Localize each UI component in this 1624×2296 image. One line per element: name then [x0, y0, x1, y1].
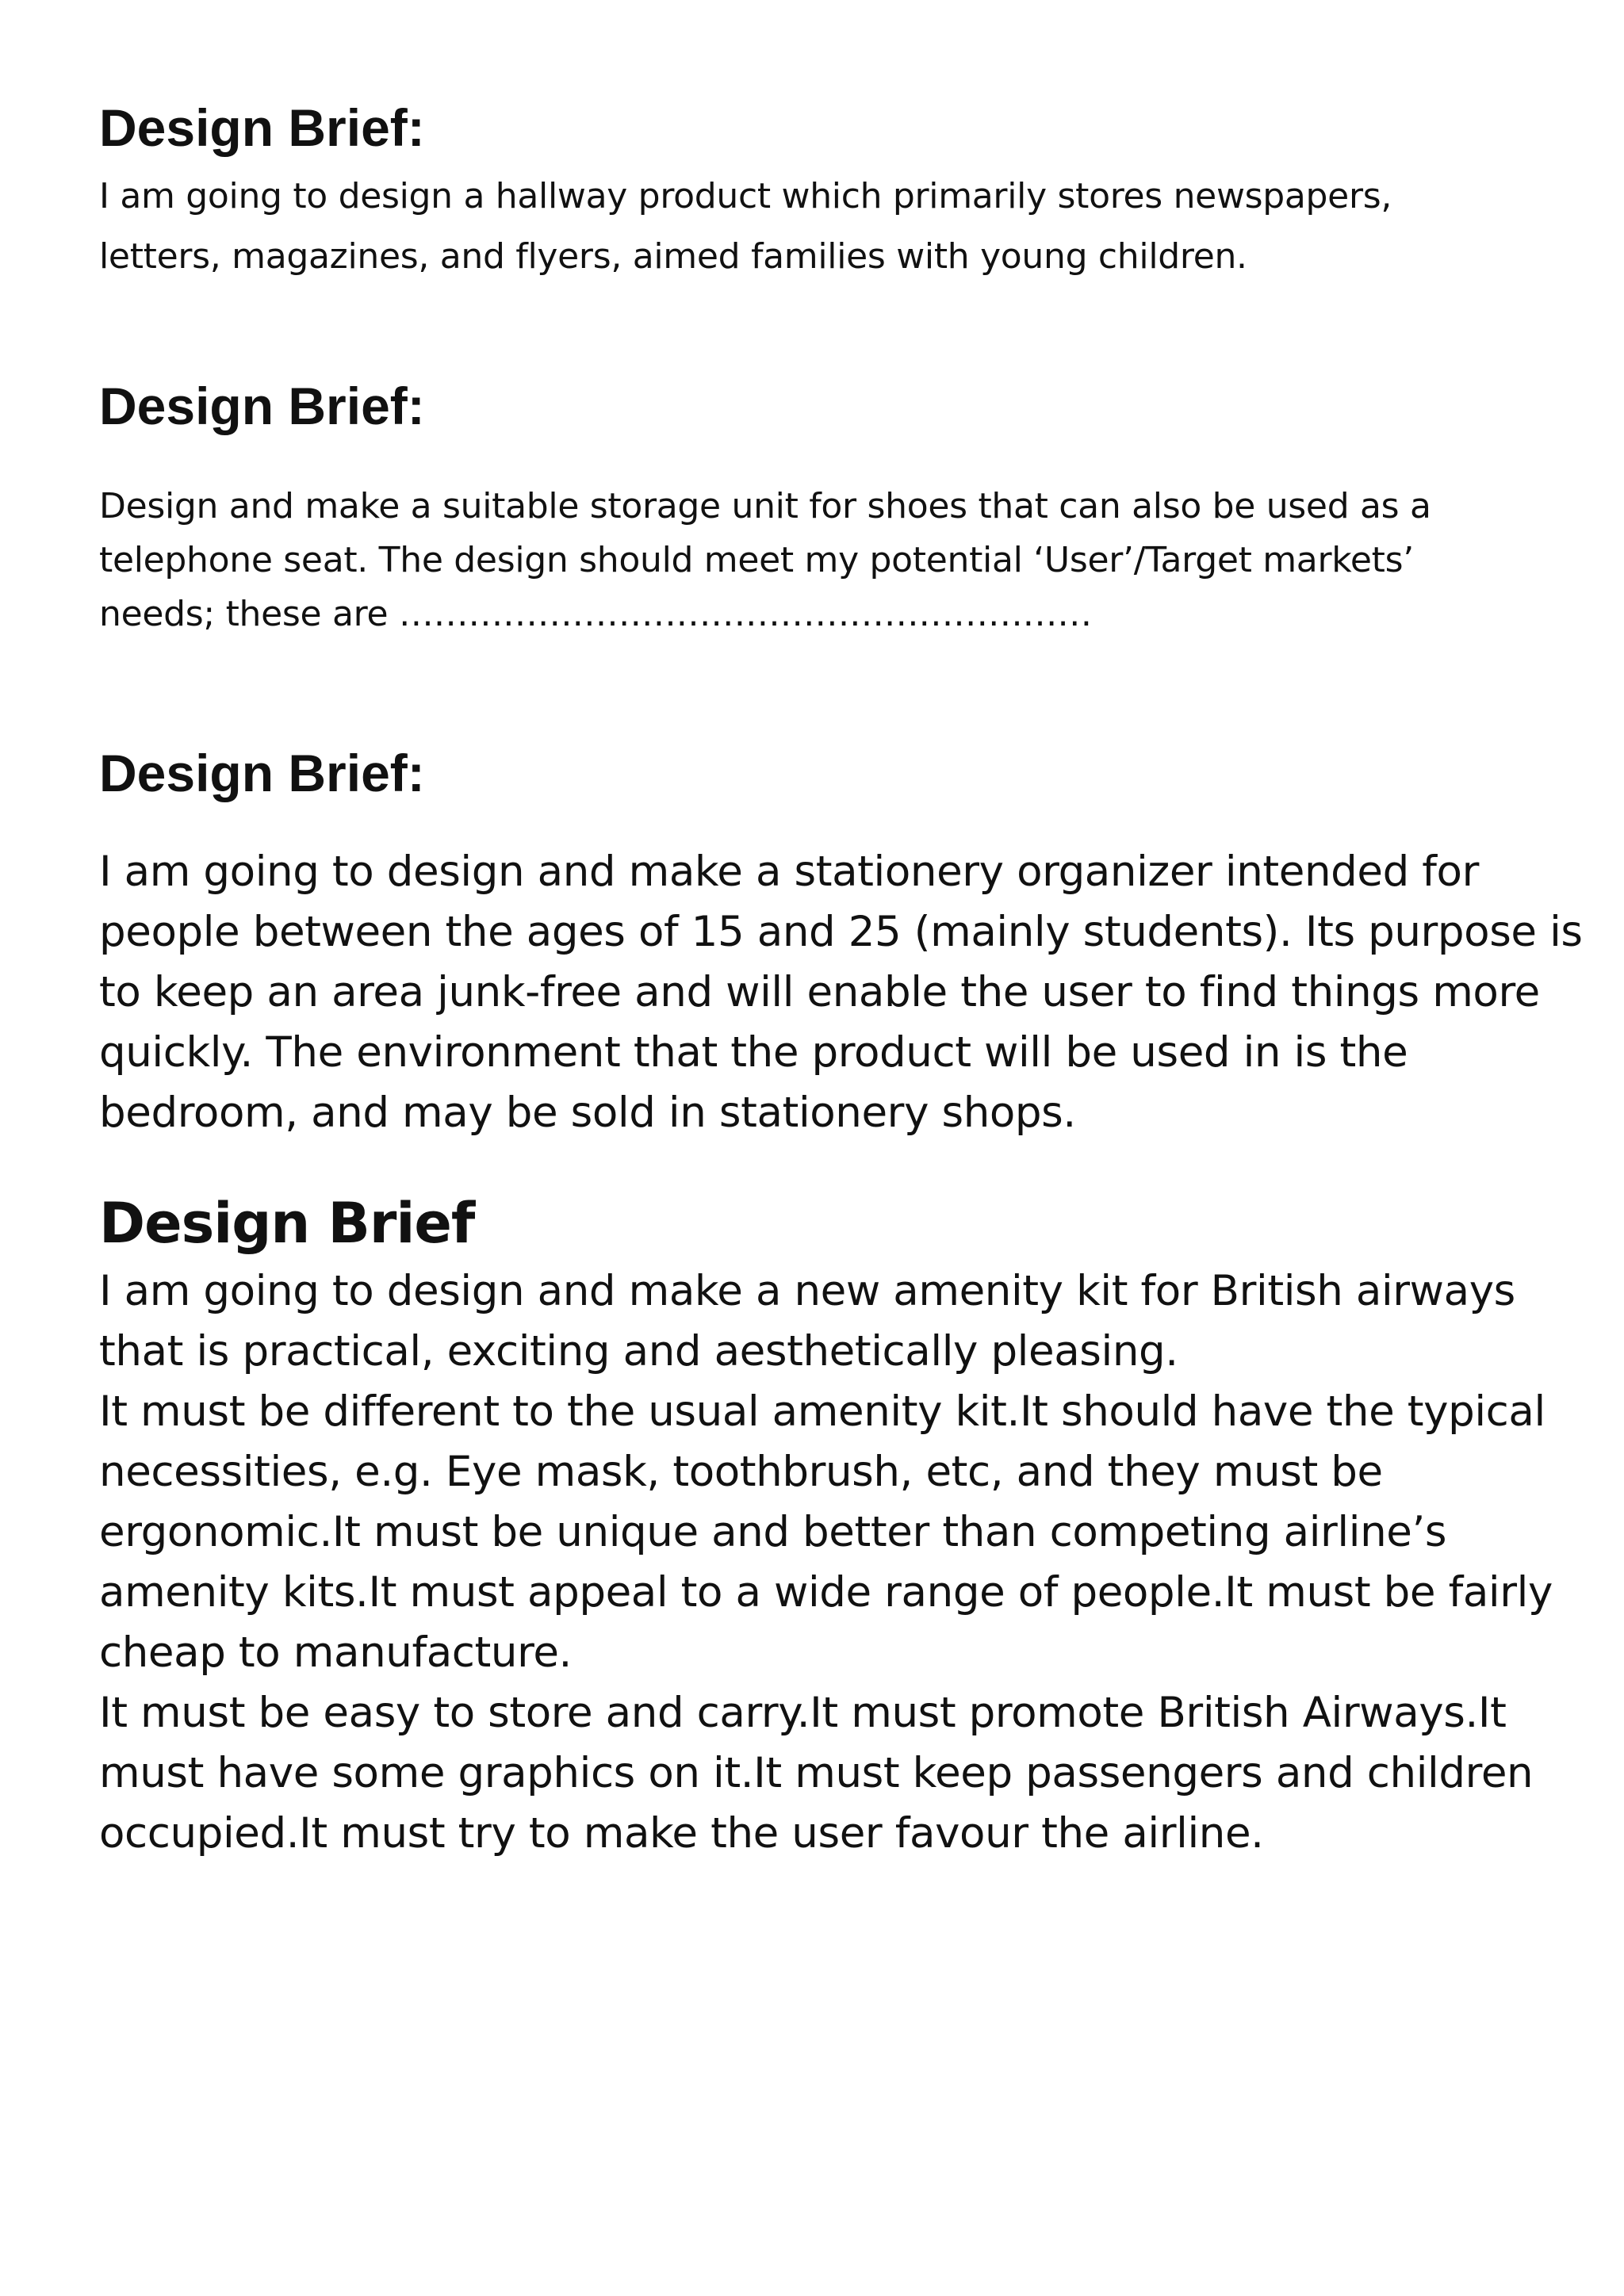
brief-2-heading: Design Brief: — [99, 377, 425, 435]
brief-1-text — [99, 166, 1574, 287]
brief-4-heading: Design Brief — [99, 1191, 475, 1256]
brief-4-line: occupied.It must try to make the user favour the airline. — [99, 1809, 1264, 1858]
brief-4-line: amenity kits.It must appeal to a wide range of people.It must be fairly — [99, 1568, 1553, 1617]
brief-2-line: needs; these are …………………………………………………… — [99, 594, 1092, 634]
brief-3-line: quickly. The environment that the product will be used in is the — [99, 1028, 1408, 1077]
brief-4-line: must have some graphics on it.It must keep passengers and children — [99, 1749, 1534, 1797]
brief-3-line: people between the ages of 15 and 25 (mainly students). Its purpose is — [99, 908, 1583, 956]
brief-2-line: Design and make a suitable storage unit for shoes that can also be used as a — [99, 486, 1431, 526]
brief-4-line: that is practical, exciting and aesthetically pleasing. — [99, 1327, 1178, 1376]
brief-4-text — [99, 1261, 1574, 1864]
brief-3-line: bedroom, and may be sold in stationery shops. — [99, 1089, 1076, 1137]
brief-2-text — [99, 480, 1574, 641]
brief-3-line: I am going to design and make a stationery organizer intended for — [99, 848, 1479, 896]
brief-4-line: It must be different to the usual amenity kit.It should have the typical — [99, 1387, 1545, 1436]
brief-4-line: I am going to design and make a new amenity kit for British airways — [99, 1267, 1515, 1315]
brief-2-line: telephone seat. The design should meet my potential ‘User’/Target markets’ — [99, 540, 1414, 580]
brief-3-text — [99, 842, 1583, 1143]
brief-4-line: It must be easy to store and carry.It must promote British Airways.It — [99, 1689, 1507, 1737]
brief-1-line: I am going to design a hallway product which primarily stores newspapers, — [99, 176, 1392, 216]
brief-3-line: to keep an area junk-free and will enable the user to find things more — [99, 968, 1540, 1016]
brief-4-line: cheap to manufacture. — [99, 1628, 572, 1677]
brief-4-line: ergonomic.It must be unique and better than competing airline’s — [99, 1508, 1447, 1556]
brief-3-heading: Design Brief: — [99, 744, 425, 802]
brief-4-line: necessities, e.g. Eye mask, toothbrush, etc, and they must be — [99, 1448, 1383, 1496]
brief-1-heading: Design Brief: — [99, 98, 425, 157]
brief-1-line: letters, magazines, and flyers, aimed families with young children. — [99, 236, 1247, 277]
